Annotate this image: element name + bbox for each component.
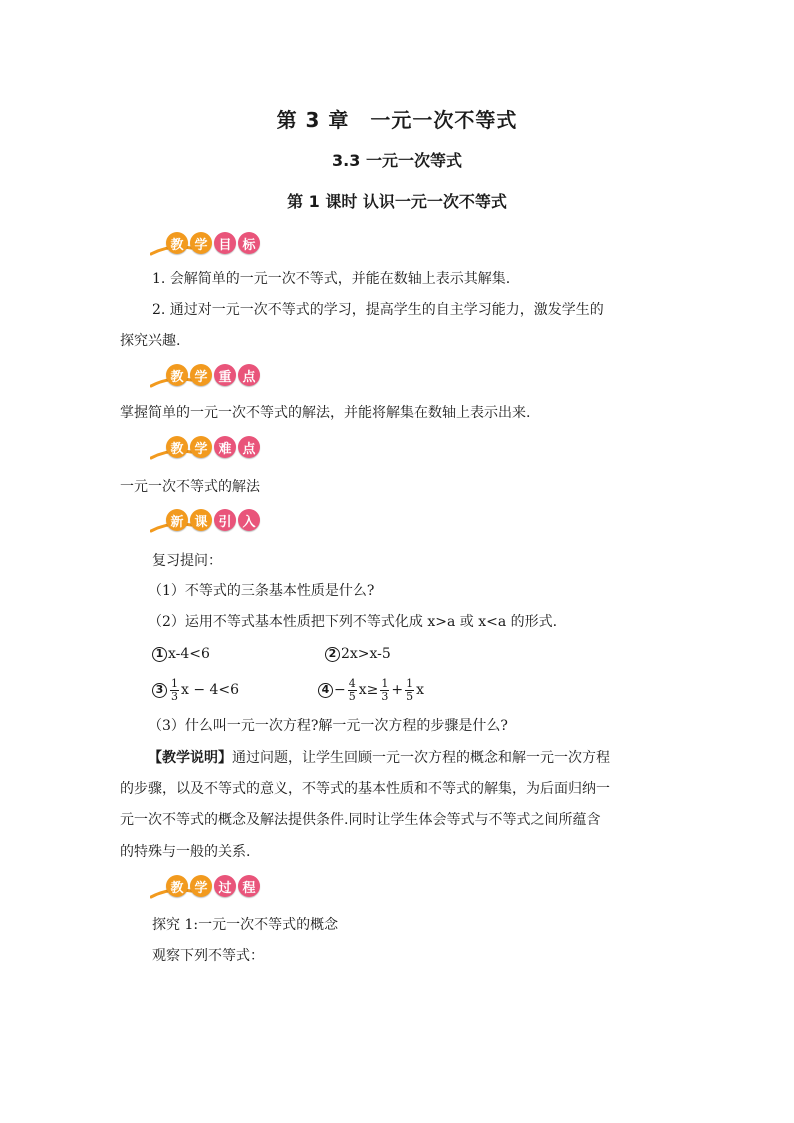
exercise-expr: x-4<6 <box>168 646 210 662</box>
badge-char: 目 <box>214 232 236 254</box>
teaching-note-line-1 <box>148 748 610 768</box>
exercise-2 <box>325 644 391 664</box>
fraction <box>170 678 179 703</box>
teaching-note-line-2: 的步骤，以及不等式的意义，不等式的基本性质和不等式的解集，为后面归纳一 <box>120 781 610 797</box>
review-heading: 复习提问： <box>152 553 222 569</box>
badge-char: 教 <box>166 232 188 254</box>
circled-number: 2 <box>325 647 340 662</box>
exercise-expr: x <box>416 682 425 698</box>
goal-item-2: 2. 通过对一元一次不等式的学习，提高学生的自主学习能力，激发学生的 <box>152 302 604 318</box>
exercise-3 <box>152 676 239 704</box>
teaching-note-line-3: 元一次不等式的概念及解法提供条件.同时让学生体会等式与不等式之间所蕴含 <box>120 812 601 828</box>
exercise-4 <box>318 676 424 704</box>
badge-teaching-goals <box>150 232 270 258</box>
badge-char: 引 <box>214 509 236 531</box>
badge-teaching-difficult <box>150 436 270 462</box>
circled-number: 4 <box>318 683 333 698</box>
fraction-numerator: 4 <box>348 676 356 690</box>
fraction-denominator: 3 <box>171 689 178 703</box>
teaching-note-text: 通过问题，让学生回顾一元一次方程的概念和解一元一次方程 <box>232 750 610 766</box>
badge-char: 学 <box>190 875 212 897</box>
exercise-expr: x≥ <box>358 682 379 698</box>
badge-char: 学 <box>190 436 212 458</box>
plus-sign: + <box>391 682 404 698</box>
badge-char: 入 <box>238 509 260 531</box>
fraction-numerator: 1 <box>406 676 414 690</box>
exercise-expr: x − 4<6 <box>181 682 240 698</box>
exercise-expr: 2x>x-5 <box>341 646 391 662</box>
fraction <box>348 678 357 703</box>
lesson-title: 第 1 课时 认识一元一次不等式 <box>287 192 507 211</box>
exercise-1 <box>152 644 210 664</box>
teaching-note-label: 【教学说明】 <box>148 750 232 766</box>
fraction-denominator: 5 <box>348 689 356 703</box>
chapter-title: 第 3 章 一元一次不等式 <box>276 108 518 132</box>
teaching-note-line-4: 的特殊与一般的关系. <box>120 844 251 860</box>
goal-item-1: 1. 会解简单的一元一次不等式，并能在数轴上表示其解集. <box>152 271 511 287</box>
key-point-text: 掌握简单的一元一次不等式的解法，并能将解集在数轴上表示出来. <box>120 405 531 421</box>
badge-char: 教 <box>166 436 188 458</box>
explore-heading: 探究 1:一元一次不等式的概念 <box>152 917 339 933</box>
badge-char: 学 <box>190 232 212 254</box>
question-1: （1）不等式的三条基本性质是什么? <box>148 583 375 599</box>
badge-char: 教 <box>166 875 188 897</box>
circled-number: 3 <box>152 683 167 698</box>
fraction-numerator: 1 <box>171 676 178 690</box>
section-title: 3.3 一元一次等式 <box>332 151 462 170</box>
badge-teaching-process <box>150 875 270 901</box>
badge-char: 标 <box>238 232 260 254</box>
badge-char: 难 <box>214 436 236 458</box>
fraction-denominator: 5 <box>406 689 414 703</box>
fraction-denominator: 3 <box>381 689 389 703</box>
goal-item-2-cont: 探究兴趣. <box>120 333 181 349</box>
question-2: （2）运用不等式基本性质把下列不等式化成 x>a 或 x<a 的形式. <box>148 614 558 630</box>
fraction <box>380 678 389 703</box>
badge-char: 新 <box>166 509 188 531</box>
badge-char: 过 <box>214 875 236 897</box>
badge-teaching-key <box>150 364 270 390</box>
badge-char: 程 <box>238 875 260 897</box>
difficult-point-text: 一元一次不等式的解法 <box>120 479 260 495</box>
badge-char: 学 <box>190 364 212 386</box>
fraction <box>405 678 414 703</box>
badge-char: 课 <box>190 509 212 531</box>
badge-char: 重 <box>214 364 236 386</box>
question-3: （3）什么叫一元一次方程?解一元一次方程的步骤是什么? <box>148 718 508 734</box>
minus-sign: − <box>334 682 346 698</box>
badge-char: 教 <box>166 364 188 386</box>
fraction-numerator: 1 <box>381 676 389 690</box>
circled-number: 1 <box>152 647 167 662</box>
badge-char: 点 <box>238 436 260 458</box>
badge-new-lesson <box>150 509 270 535</box>
badge-char: 点 <box>238 364 260 386</box>
observe-text: 观察下列不等式： <box>152 948 264 964</box>
